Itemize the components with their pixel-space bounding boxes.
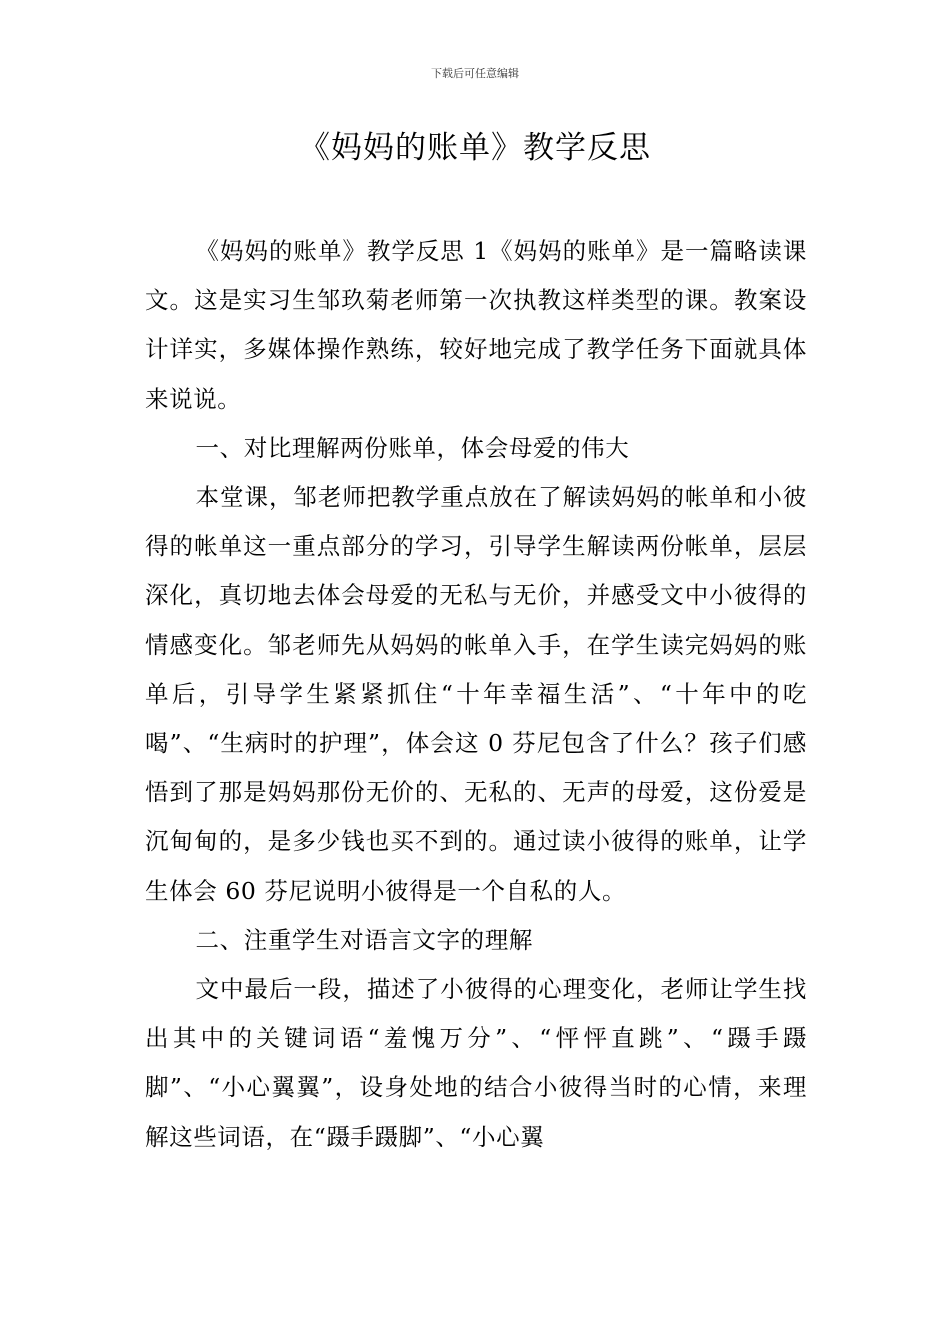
document-title: 《妈妈的账单》教学反思 [299, 130, 651, 166]
section-heading-2: 二、注重学生对语言文字的理解 [195, 925, 533, 954]
document-body [145, 227, 807, 1162]
section-heading-1: 一、对比理解两份账单，体会母爱的伟大 [195, 433, 630, 462]
paragraph-section-2: 文中最后一段，描述了小彼得的心理变化，老师让学生找出其中的关键词语“羞愧万分”、“怦怦直跳”、“蹑手蹑脚”、“小心翼翼”，设身处地的结合小彼得当时的心情，来理解这些词语，在“蹑手蹑脚”、“小心翼 [145, 975, 807, 1151]
paragraph-section-1: 本堂课，邹老师把教学重点放在了解读妈妈的帐单和小彼得的帐单这一重点部分的学习，引导学生解读两份帐单，层层深化，真切地去体会母爱的无私与无价，并感受文中小彼得的情感变化。邹老师先从妈妈的帐单入手，在学生读完妈妈的账单后，引导学生紧紧抓住“十年幸福生活”、“十年中的吃喝”、“生病时的护理”，体会这 0 芬尼包含了什么？孩子们感悟到了那是妈妈那份无价的、无私的、无声的母爱，这份爱是沉甸甸的，是多少钱也买不到的。通过读小彼得的账单，让学生体会 60 芬尼说明小彼得是一个自私的人。 [145, 483, 807, 905]
paragraph-intro: 《妈妈的账单》教学反思 1《妈妈的账单》是一篇略读课文。这是实习生邹玖菊老师第一次执教这样类型的课。教案设计详实，多媒体操作熟练，较好地完成了教学任务下面就具体来说说。 [145, 237, 807, 413]
header-note: 下载后可任意编辑 [431, 67, 519, 80]
